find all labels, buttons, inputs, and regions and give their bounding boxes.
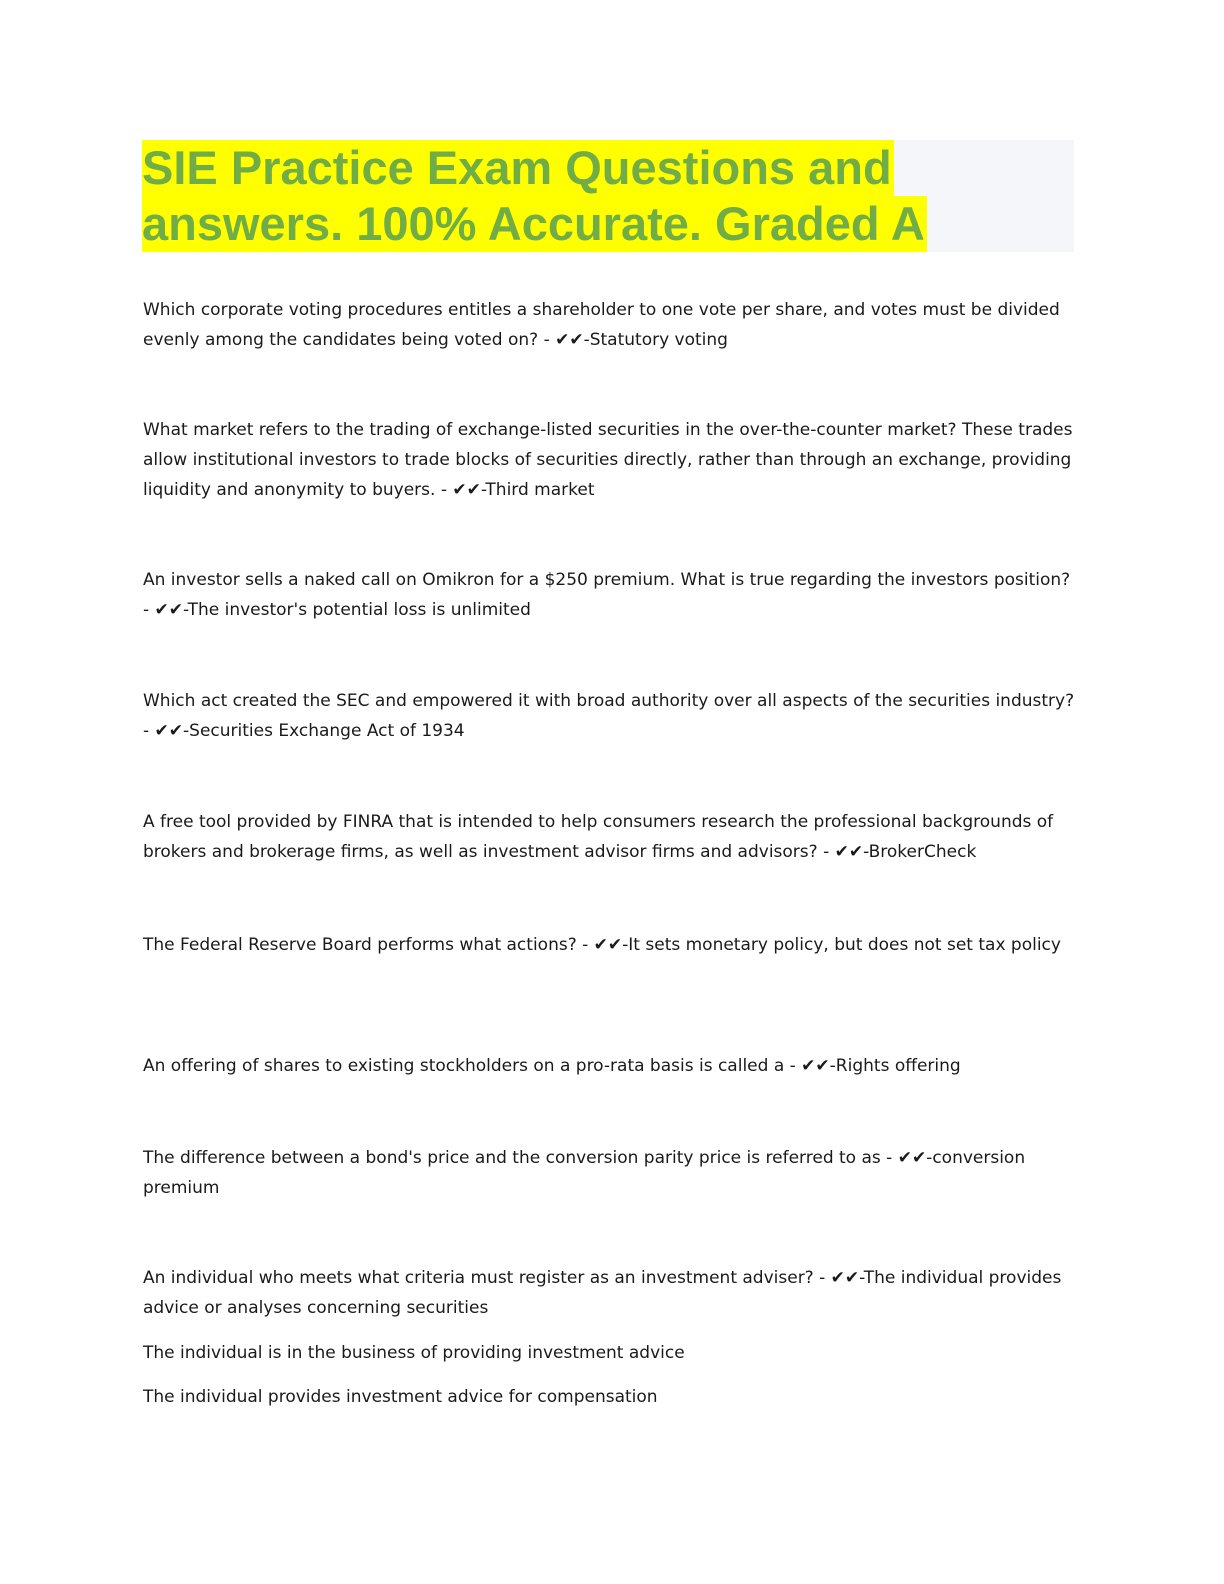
title-line-2: answers. 100% Accurate. Graded A — [142, 197, 925, 250]
title-line-1: SIE Practice Exam Questions and — [142, 141, 892, 194]
qa-item: What market refers to the trading of exchange-listed securities in the over-the-counter market? These trades allow institutional investors to trade blocks of securities directly, rather than through an exchange, providing liquidity and anonymity to buyers. - ✔✔-Third market — [143, 420, 1073, 500]
qa-item: An individual who meets what criteria must register as an investment adviser? - ✔✔-The individual provides advice or analyses concerning securities — [143, 1268, 1062, 1318]
qa-item: A free tool provided by FINRA that is intended to help consumers research the professional backgrounds of brokers and brokerage firms, as well as investment advisor firms and advisors? - ✔✔-BrokerCheck — [143, 812, 1054, 862]
qa-item: The difference between a bond's price and the conversion parity price is referred to as - ✔✔-conversion premium — [143, 1148, 1026, 1198]
qa-item: Which act created the SEC and empowered it with broad authority over all aspects of the securities industry? - ✔✔-Securities Exchange Act of 1934 — [143, 691, 1075, 741]
qa-item: An investor sells a naked call on Omikron for a $250 premium. What is true regarding the investors position? - ✔✔-The investor's potential loss is unlimited — [143, 570, 1071, 620]
document-title — [142, 140, 1074, 252]
qa-item: The Federal Reserve Board performs what actions? - ✔✔-It sets monetary policy, but does not set tax policy — [143, 935, 1061, 955]
answer-continuation: The individual provides investment advice for compensation — [143, 1387, 658, 1407]
answer-continuation: The individual is in the business of providing investment advice — [143, 1343, 685, 1363]
qa-item: Which corporate voting procedures entitles a shareholder to one vote per share, and votes must be divided evenly among the candidates being voted on? - ✔✔-Statutory voting — [143, 300, 1060, 350]
qa-item: An offering of shares to existing stockholders on a pro-rata basis is called a - ✔✔-Rights offering — [143, 1056, 961, 1076]
